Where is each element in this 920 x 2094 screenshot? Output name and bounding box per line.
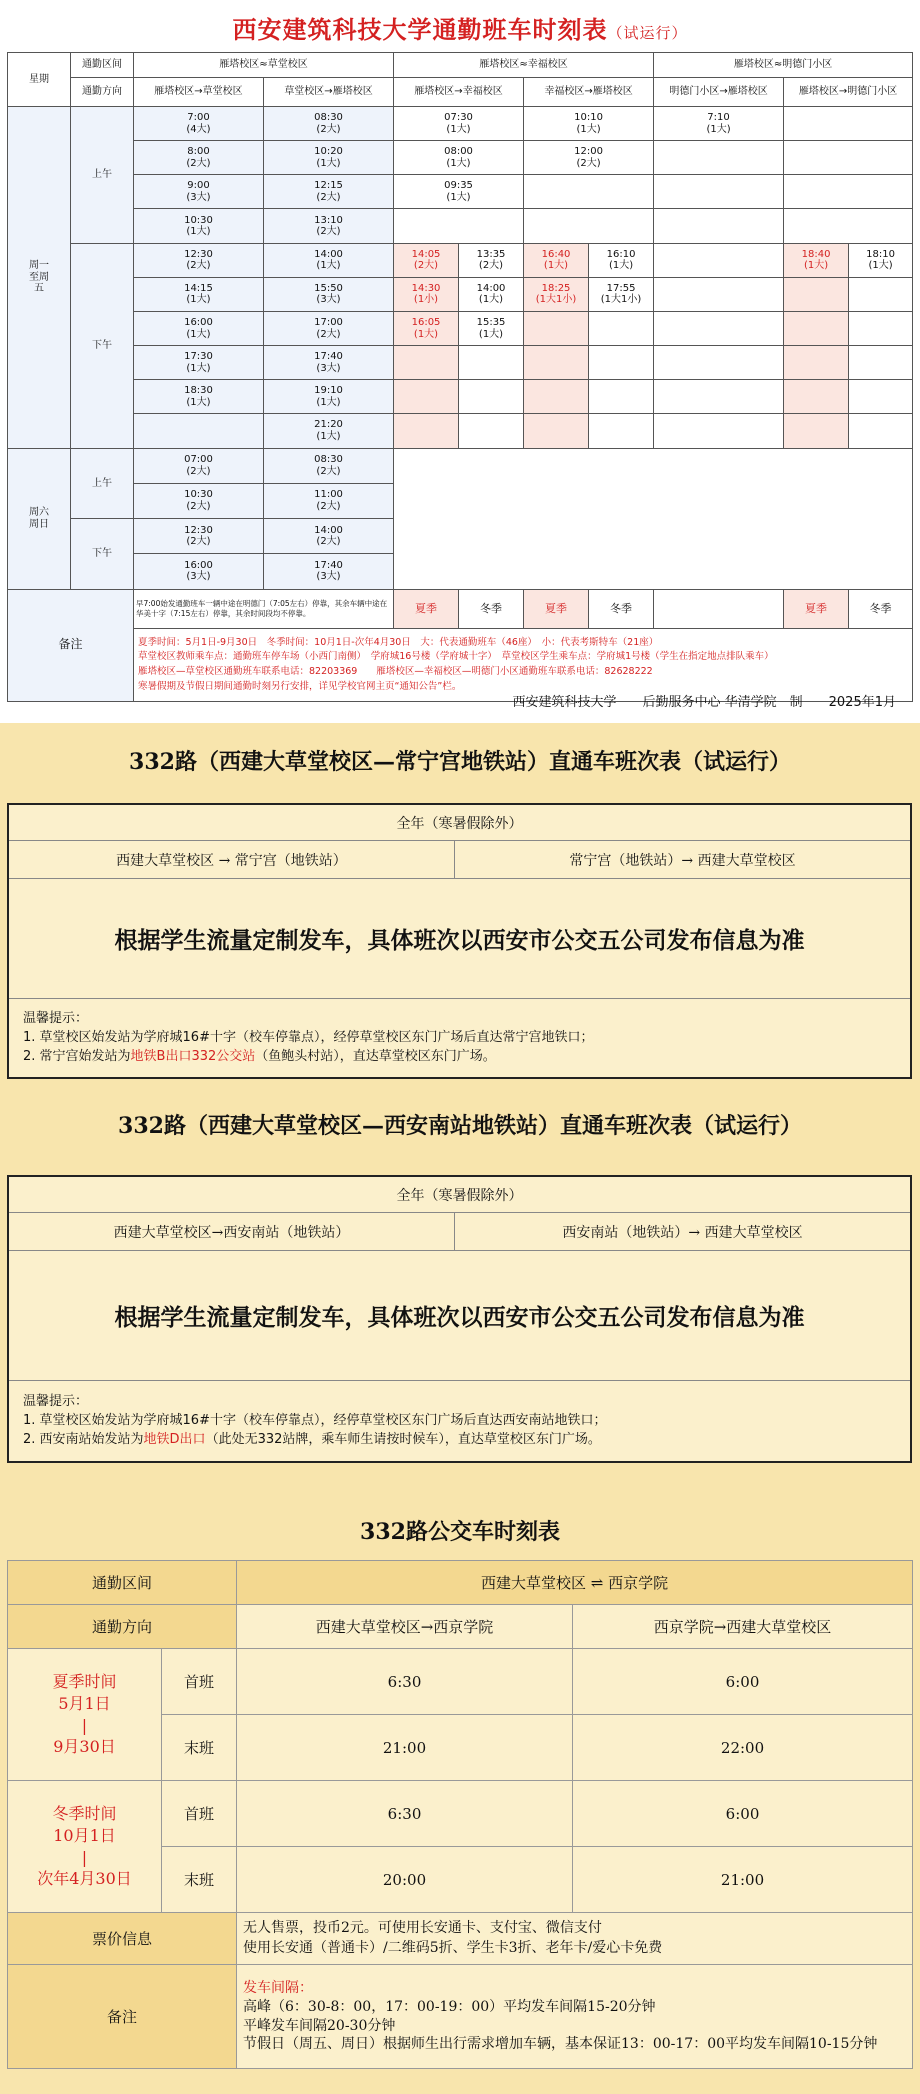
wd-pm-empty-3 <box>654 346 784 380</box>
winter-to: 次年4月30日 <box>37 1869 132 1889</box>
wd-d0-5: 14:15 (1大) <box>134 277 264 311</box>
wd-d2-0: 07:30 (1大) <box>394 106 524 140</box>
wd-pm-a4-2 <box>784 311 849 345</box>
we-d1-2: 14:00 (2大) <box>264 519 394 554</box>
winter-tag-3: 冬季 <box>849 589 913 629</box>
wd-d3-0: 10:10 (1大) <box>524 106 654 140</box>
section-mingdemen: 雁塔校区≈明德门小区 <box>654 53 913 78</box>
route-changning-section <box>0 723 920 1085</box>
commute-schedule-section <box>0 0 920 723</box>
weekday-pm-label: 下午 <box>71 243 134 448</box>
wd-pm-a0-0: 14:05 (2大) <box>394 243 459 277</box>
wd-d0-0: 7:00 (4大) <box>134 106 264 140</box>
winter-tag-2: 冬季 <box>589 589 654 629</box>
wd-pm-a1-4 <box>459 380 524 414</box>
note-line-1: 夏季时间：5月1日-9月30日 冬季时间：10月1日-次年4月30日 大：代表通勤班车（46座） 小：代表考斯特车（21座） <box>138 636 659 648</box>
wd-pm-a0-5 <box>394 414 459 448</box>
changning-dir-b: 常宁宫（地铁站）→ 西建大草堂校区 <box>569 852 796 869</box>
wd-d4-1 <box>654 141 784 175</box>
wd-pm-empty-1 <box>654 277 784 311</box>
xiannan-tip-2a: 2. 西安南站始发站为 <box>23 1431 144 1447</box>
bus-remark-3: 节假日（周五、周日）根据师生出行需求增加车辆，基本保证13：00-17：00平均发车间隔10-15分钟 <box>243 2036 878 2053</box>
wd-pm-a5-4 <box>849 380 913 414</box>
xiannan-tip-title: 温馨提示： <box>23 1394 89 1409</box>
bus-dir-b: 西京学院→西建大草堂校区 <box>573 1605 913 1649</box>
wd-pm-a1-5 <box>459 414 524 448</box>
wd-pm-empty-4 <box>654 380 784 414</box>
commute-title <box>0 10 920 45</box>
xiannan-tips <box>23 1393 606 1450</box>
wd-d5-3 <box>784 209 913 243</box>
we-d0-2: 12:30 (2大) <box>134 519 264 554</box>
direction-3: 幸福校区→雁塔校区 <box>524 78 654 107</box>
route-xiannan-box <box>7 1175 912 1463</box>
summer-first-label: 首班 <box>162 1649 237 1715</box>
summer-tag-2: 夏季 <box>524 589 589 629</box>
remark-empty <box>654 589 784 629</box>
xiannan-tip-1: 1. 草堂校区始发站为学府城16#十字（校车停靠点），经停草堂校区东门广场后直达西安南站地铁口； <box>23 1412 607 1428</box>
wd-d4-2 <box>654 175 784 209</box>
wd-pm-a0-3 <box>394 346 459 380</box>
fare-line-1: 无人售票，投币2元。可使用长安通卡、支付宝、微信支付 <box>243 1919 602 1936</box>
direction-0: 雁塔校区→草堂校区 <box>134 78 264 107</box>
we-d0-0: 07:00 (2大) <box>134 448 264 483</box>
bus-remark-title: 发车间隔： <box>243 1979 314 1996</box>
wd-pm-a4-5 <box>784 414 849 448</box>
we-d1-0: 08:30 (2大) <box>264 448 394 483</box>
weekday-am-label: 上午 <box>71 106 134 243</box>
wd-d2-1: 08:00 (1大) <box>394 141 524 175</box>
wd-d3-2 <box>524 175 654 209</box>
section-header: 通勤区间 <box>71 53 134 78</box>
winter-first-label: 首班 <box>162 1781 237 1847</box>
summer-last-b: 22:00 <box>573 1715 913 1781</box>
wd-pm-a0-4 <box>394 380 459 414</box>
wd-pm-a4-4 <box>784 380 849 414</box>
wd-pm-a0-2: 16:05 (1大) <box>394 311 459 345</box>
fare-label: 票价信息 <box>8 1913 237 1965</box>
xiannan-tip-2 <box>23 1431 606 1450</box>
wd-pm-a1-3 <box>459 346 524 380</box>
bus-timetable-title: 332路公交车时刻表 <box>360 1519 560 1545</box>
route-changning-title: 332路（西建大草堂校区—常宁宫地铁站）直通车班次表（试运行） <box>129 749 791 775</box>
we-d0-1: 10:30 (2大) <box>134 483 264 518</box>
wd-d2-3 <box>394 209 524 243</box>
winter-period <box>8 1781 162 1913</box>
wd-d0-7: 17:30 (1大) <box>134 346 264 380</box>
wd-pm-a4-0: 18:40 (1大) <box>784 243 849 277</box>
wd-pm-a5-1 <box>849 277 913 311</box>
direction-1: 草堂校区→雁塔校区 <box>264 78 394 107</box>
wd-pm-a2-1: 18:25 (1大1小) <box>524 277 589 311</box>
direction-4: 明德门小区→雁塔校区 <box>654 78 784 107</box>
xiannan-directions <box>9 1213 910 1251</box>
bus-dir-a: 西建大草堂校区→西京学院 <box>237 1605 573 1649</box>
changning-tips <box>23 1010 593 1067</box>
section-xingfu: 雁塔校区≈幸福校区 <box>394 53 654 78</box>
wd-pm-a4-3 <box>784 346 849 380</box>
wd-pm-a5-5 <box>849 414 913 448</box>
weekend-am-label: 上午 <box>71 448 134 519</box>
xiannan-dir-b: 西安南站（地铁站）→ 西建大草堂校区 <box>562 1224 803 1241</box>
wd-d1-7: 17:40 (3大) <box>264 346 394 380</box>
summer-tag-3: 夏季 <box>784 589 849 629</box>
wd-d0-6: 16:00 (1大) <box>134 311 264 345</box>
bus-timetable <box>7 1560 913 2069</box>
wd-d1-2: 12:15 (2大) <box>264 175 394 209</box>
wd-d1-4: 14:00 (1大) <box>264 243 394 277</box>
wd-pm-a3-2 <box>589 311 654 345</box>
xiannan-dir-a: 西建大草堂校区→西安南站（地铁站） <box>9 1213 455 1250</box>
section-caotang: 雁塔校区≈草堂校区 <box>134 53 394 78</box>
wd-pm-a2-3 <box>524 346 589 380</box>
bus-remark <box>237 1965 913 2069</box>
wd-pm-a3-3 <box>589 346 654 380</box>
wd-pm-a5-3 <box>849 346 913 380</box>
wd-d0-9 <box>134 414 264 448</box>
remark-first-bus: 早7:00始发通勤班车一辆中途在明德门（7:05左右）停靠，其余车辆中途在华美十字（7:15左右）停靠，其余时间段均不停靠。 <box>134 589 394 629</box>
wd-pm-empty-0 <box>654 243 784 277</box>
xiannan-tip-2b: （此处无332站牌，乘车师生请按时候车），直达草堂校区东门广场。 <box>205 1431 601 1447</box>
we-d1-3: 17:40 (3大) <box>264 554 394 589</box>
wd-d0-1: 8:00 (2大) <box>134 141 264 175</box>
commute-title-sub: （试运行） <box>607 24 688 42</box>
wd-d1-9: 21:20 (1大) <box>264 414 394 448</box>
winter-bar: | <box>81 1847 88 1867</box>
weekend-text: 周六周日 <box>29 507 49 530</box>
bus-section-header: 通勤区间 <box>8 1561 237 1605</box>
wd-pm-a5-2 <box>849 311 913 345</box>
winter-last-a: 20:00 <box>237 1847 573 1913</box>
weekend-pm-label: 下午 <box>71 519 134 590</box>
summer-last-a: 21:00 <box>237 1715 573 1781</box>
wd-pm-a1-0: 13:35 (2大) <box>459 243 524 277</box>
changning-tip-2a: 2. 常宁宫始发站为 <box>23 1048 131 1064</box>
wd-d1-8: 19:10 (1大) <box>264 380 394 414</box>
note-line-3: 雁塔校区—草堂校区通勤班车联系电话：82203369 雁塔校区—幸福校区—明德门小区通勤班车联系电话：82628222 <box>138 666 653 678</box>
winter-label: 冬季时间 <box>52 1804 117 1824</box>
wd-d3-3 <box>524 209 654 243</box>
wd-d1-1: 10:20 (1大) <box>264 141 394 175</box>
winter-last-label: 末班 <box>162 1847 237 1913</box>
commute-footer: 西安建筑科技大学 后勤服务中心 华清学院 制 2025年1月 <box>512 695 896 710</box>
direction-header: 通勤方向 <box>71 78 134 107</box>
note-line-2: 草堂校区教师乘车点：通勤班车停车场（小西门南侧） 学府城16号楼（学府城十字） 草堂校区学生乘车点：学府城1号楼（学生在指定地点排队乘车） <box>138 651 774 663</box>
summer-last-label: 末班 <box>162 1715 237 1781</box>
xiannan-main-notice: 根据学生流量定制发车，具体班次以西安市公交五公司发布信息为准 <box>9 1251 910 1381</box>
winter-last-b: 21:00 <box>573 1847 913 1913</box>
wd-d2-2: 09:35 (1大) <box>394 175 524 209</box>
fare-line-2: 使用长安通（普通卡）/二维码5折、学生卡3折、老年卡/爱心卡免费 <box>243 1939 663 1956</box>
we-d1-1: 11:00 (2大) <box>264 483 394 518</box>
xiannan-tip-2-red: 地铁D出口 <box>143 1431 206 1447</box>
summer-first-a: 6:30 <box>237 1649 573 1715</box>
wd-d5-0 <box>784 106 913 140</box>
wd-d1-5: 15:50 (3大) <box>264 277 394 311</box>
wd-pm-a0-1: 14:30 (1小) <box>394 277 459 311</box>
we-empty-block <box>394 448 913 589</box>
changning-tip-2b: （鱼鲍头村站），直达草堂校区东门广场。 <box>255 1048 496 1064</box>
winter-tag-1: 冬季 <box>459 589 524 629</box>
winter-first-b: 6:00 <box>573 1781 913 1847</box>
wd-pm-empty-5 <box>654 414 784 448</box>
commute-title-main: 西安建筑科技大学通勤班车时刻表 <box>232 16 608 44</box>
wd-pm-a1-1: 14:00 (1大) <box>459 277 524 311</box>
xiannan-all-year: 全年（寒暑假除外） <box>9 1177 910 1213</box>
wd-pm-a5-0: 18:10 (1大) <box>849 243 913 277</box>
summer-label: 夏季时间 <box>52 1672 117 1692</box>
direction-2: 雁塔校区→幸福校区 <box>394 78 524 107</box>
bus-remark-label: 备注 <box>8 1965 237 2069</box>
summer-period <box>8 1649 162 1781</box>
wd-pm-a2-2 <box>524 311 589 345</box>
remark-label: 备注 <box>8 589 134 701</box>
changning-tip-1: 1. 草堂校区始发站为学府城16#十字（校车停靠点），经停草堂校区东门广场后直达常宁宫地铁口； <box>23 1029 594 1045</box>
route-xiannan-section <box>0 1085 920 1475</box>
route-xiannan-title: 332路（西建大草堂校区—西安南站地铁站）直通车班次表（试运行） <box>118 1113 802 1139</box>
wd-d4-0: 7:10 (1大) <box>654 106 784 140</box>
changning-all-year: 全年（寒暑假除外） <box>9 805 910 841</box>
fare-info <box>237 1913 913 1965</box>
wd-d1-6: 17:00 (2大) <box>264 311 394 345</box>
wd-d0-4: 12:30 (2大) <box>134 243 264 277</box>
wd-pm-a2-0: 16:40 (1大) <box>524 243 589 277</box>
direction-5: 雁塔校区→明德门小区 <box>784 78 913 107</box>
winter-from: 10月1日 <box>53 1825 116 1845</box>
route-changning-box <box>7 803 912 1079</box>
wd-pm-a3-1: 17:55 (1大1小) <box>589 277 654 311</box>
changning-tip-2-red: 地铁B出口332公交站 <box>130 1048 256 1064</box>
summer-first-b: 6:00 <box>573 1649 913 1715</box>
wd-d5-2 <box>784 175 913 209</box>
wd-pm-a4-1 <box>784 277 849 311</box>
wd-d0-2: 9:00 (3大) <box>134 175 264 209</box>
note-line-4: 寒暑假期及节假日期间通勤时刻另行安排，详见学校官网主页“通知公告”栏。 <box>138 680 462 692</box>
summer-bar: | <box>81 1715 88 1735</box>
summer-from: 5月1日 <box>58 1693 111 1713</box>
summer-to: 9月30日 <box>53 1737 116 1757</box>
wd-pm-a1-2: 15:35 (1大) <box>459 311 524 345</box>
wd-pm-a3-5 <box>589 414 654 448</box>
wd-pm-a3-0: 16:10 (1大) <box>589 243 654 277</box>
bus-direction-header: 通勤方向 <box>8 1605 237 1649</box>
bus-remark-1: 高峰（6：30-8：00，17：00-19：00）平均发车间隔15-20分钟 <box>243 1998 656 2015</box>
wd-d3-1: 12:00 (2大) <box>524 141 654 175</box>
weekday-label <box>8 106 71 448</box>
changning-dir-a: 西建大草堂校区 → 常宁宫（地铁站） <box>9 841 455 878</box>
we-d0-3: 16:00 (3大) <box>134 554 264 589</box>
wd-d0-8: 18:30 (1大) <box>134 380 264 414</box>
wd-d4-3 <box>654 209 784 243</box>
bus-remark-2: 平峰发车间隔20-30分钟 <box>243 2017 396 2034</box>
weekday-text: 周一至周五 <box>29 260 49 295</box>
wd-d5-1 <box>784 141 913 175</box>
winter-first-a: 6:30 <box>237 1781 573 1847</box>
wd-pm-a3-4 <box>589 380 654 414</box>
weekend-label <box>8 448 71 589</box>
changning-directions <box>9 841 910 879</box>
changning-tip-2 <box>23 1048 593 1067</box>
changning-tip-title: 温馨提示： <box>23 1011 89 1026</box>
commute-table <box>7 52 913 702</box>
changning-main-notice: 根据学生流量定制发车，具体班次以西安市公交五公司发布信息为准 <box>9 879 910 999</box>
wd-d1-0: 08:30 (2大) <box>264 106 394 140</box>
wd-pm-a2-5 <box>524 414 589 448</box>
wd-d0-3: 10:30 (1大) <box>134 209 264 243</box>
bus-section-value: 西建大草堂校区 ⇌ 西京学院 <box>237 1561 913 1605</box>
wd-d1-3: 13:10 (2大) <box>264 209 394 243</box>
wd-pm-a2-4 <box>524 380 589 414</box>
summer-tag-1: 夏季 <box>394 589 459 629</box>
week-header: 星期 <box>8 53 71 107</box>
wd-pm-empty-2 <box>654 311 784 345</box>
